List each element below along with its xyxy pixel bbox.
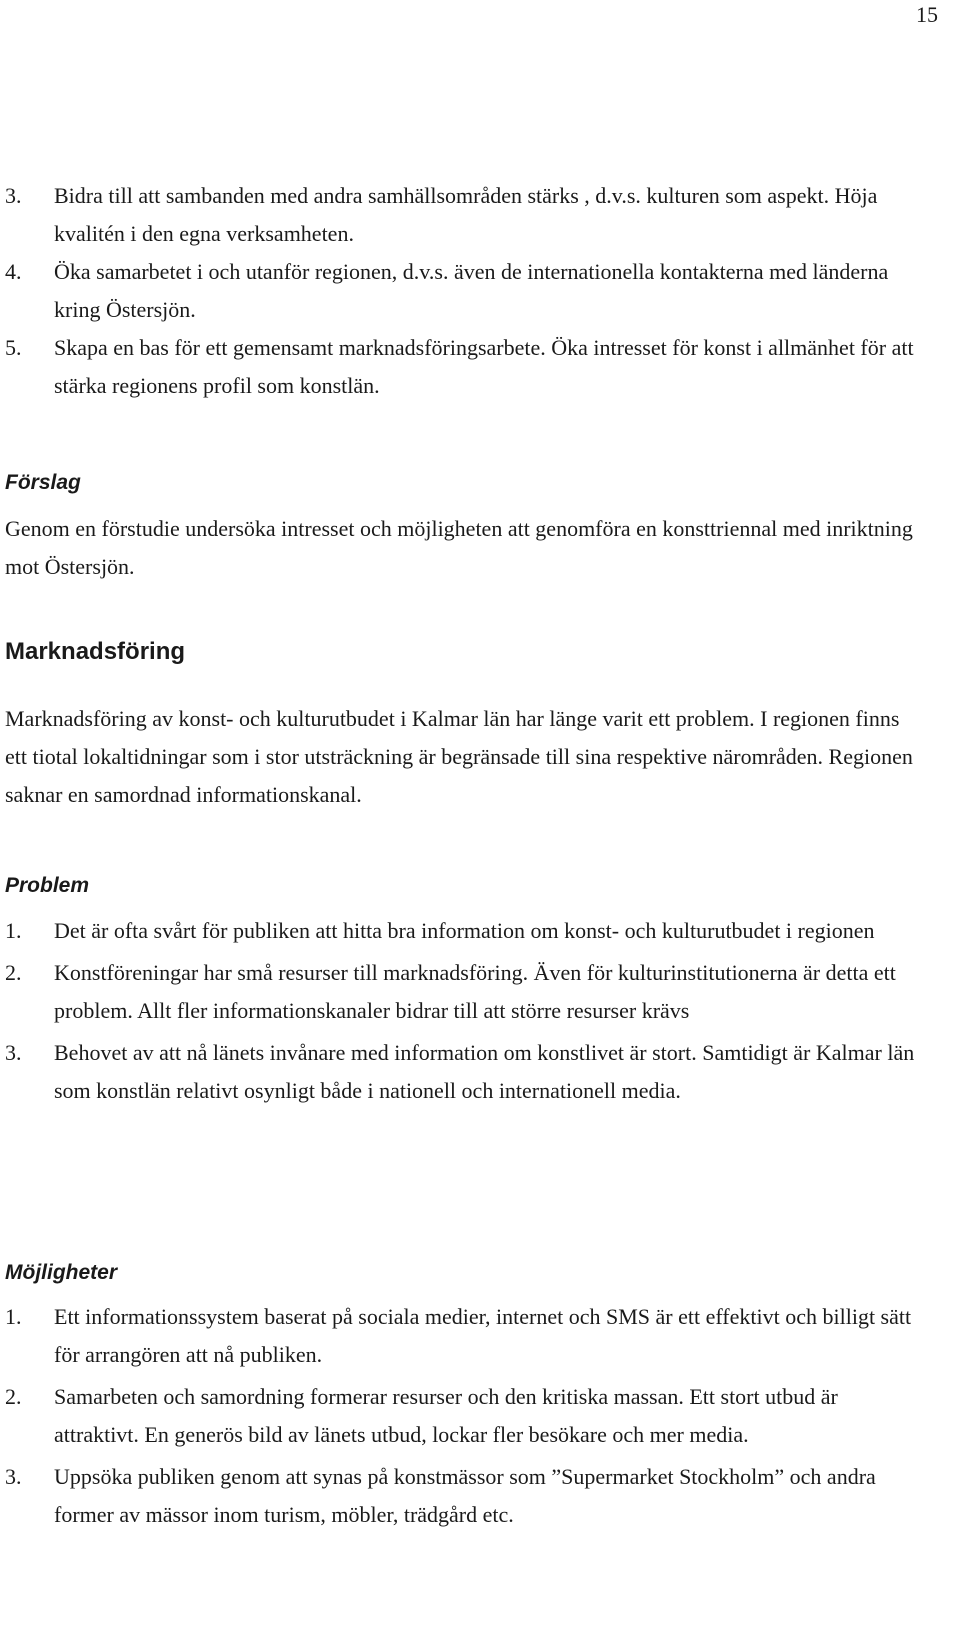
- marknadsforing-heading: Marknadsföring: [5, 638, 186, 665]
- list-item-number: 2.: [5, 1384, 22, 1409]
- list-item: [5, 1034, 920, 1110]
- list-item-text: Bidra till att sambanden med andra samhällsområden stärks , d.v.s. kulturen som aspekt. Höja kvalitén i den egna verksamheten.: [54, 183, 878, 246]
- list-item-number: 4.: [5, 259, 22, 284]
- list-item-number: 3.: [5, 183, 22, 208]
- list-item-number: 5.: [5, 335, 22, 360]
- list-item-number: 1.: [5, 1304, 22, 1329]
- forslag-heading: Förslag: [5, 471, 81, 494]
- list-item-number: 3.: [5, 1464, 22, 1489]
- forslag-paragraph: Genom en förstudie undersöka intresset och möjligheten att genomföra en konsttriennal med inriktning mot Östersjön.: [5, 516, 913, 579]
- list-item: [5, 177, 920, 253]
- list-item-text: Uppsöka publiken genom att synas på konstmässor som ”Supermarket Stockholm” och andra former av mässor inom turism, möbler, trädgård etc.: [54, 1464, 876, 1527]
- problem-heading: Problem: [5, 874, 90, 897]
- list-item: [5, 1458, 920, 1534]
- list-item: [5, 912, 920, 950]
- page-number: 15: [916, 2, 938, 27]
- list-item: [5, 1378, 920, 1454]
- list-item: [5, 253, 920, 329]
- list-item-text: Ett informationssystem baserat på sociala medier, internet och SMS är ett effektivt och billigt sätt för arrangören att nå publiken.: [54, 1304, 912, 1367]
- marknadsforing-paragraph: Marknadsföring av konst- och kulturutbudet i Kalmar län har länge varit ett problem. I regionen finns ett tiotal lokaltidningar som i stor utsträckning är begränsade till sina respektive närområden. Regionen saknar en samordnad informationskanal.: [5, 706, 913, 807]
- list-item-text: Det är ofta svårt för publiken att hitta bra information om konst- och kulturutbudet i regionen: [54, 918, 875, 943]
- intro-list: [5, 177, 920, 405]
- list-item: [5, 954, 920, 1030]
- list-item-text: Öka samarbetet i och utanför regionen, d.v.s. även de internationella kontakterna med länderna kring Östersjön.: [54, 259, 889, 322]
- list-item: [5, 329, 920, 405]
- list-item-number: 1.: [5, 918, 22, 943]
- list-item-text: Samarbeten och samordning formerar resurser och den kritiska massan. Ett stort utbud är attraktivt. En generös bild av länets utbud, lockar fler besökare och mer media.: [54, 1384, 838, 1447]
- list-item-text: Skapa en bas för ett gemensamt marknadsföringsarbete. Öka intresset för konst i allmänhet för att stärka regionens profil som konstlän.: [54, 335, 914, 398]
- problem-list: [5, 912, 920, 1110]
- list-item: [5, 1298, 920, 1374]
- list-item-number: 2.: [5, 960, 22, 985]
- list-item-text: Behovet av att nå länets invånare med information om konstlivet är stort. Samtidigt är Kalmar län som konstlän relativt osynligt både i nationell och internationell media.: [54, 1040, 915, 1103]
- list-item-number: 3.: [5, 1040, 22, 1065]
- list-item-text: Konstföreningar har små resurser till marknadsföring. Även för kulturinstitutionerna är detta ett problem. Allt fler informationskanaler bidrar till att större resurser krävs: [54, 960, 896, 1023]
- mojligheter-heading: Möjligheter: [5, 1261, 118, 1284]
- mojligheter-list: [5, 1298, 920, 1534]
